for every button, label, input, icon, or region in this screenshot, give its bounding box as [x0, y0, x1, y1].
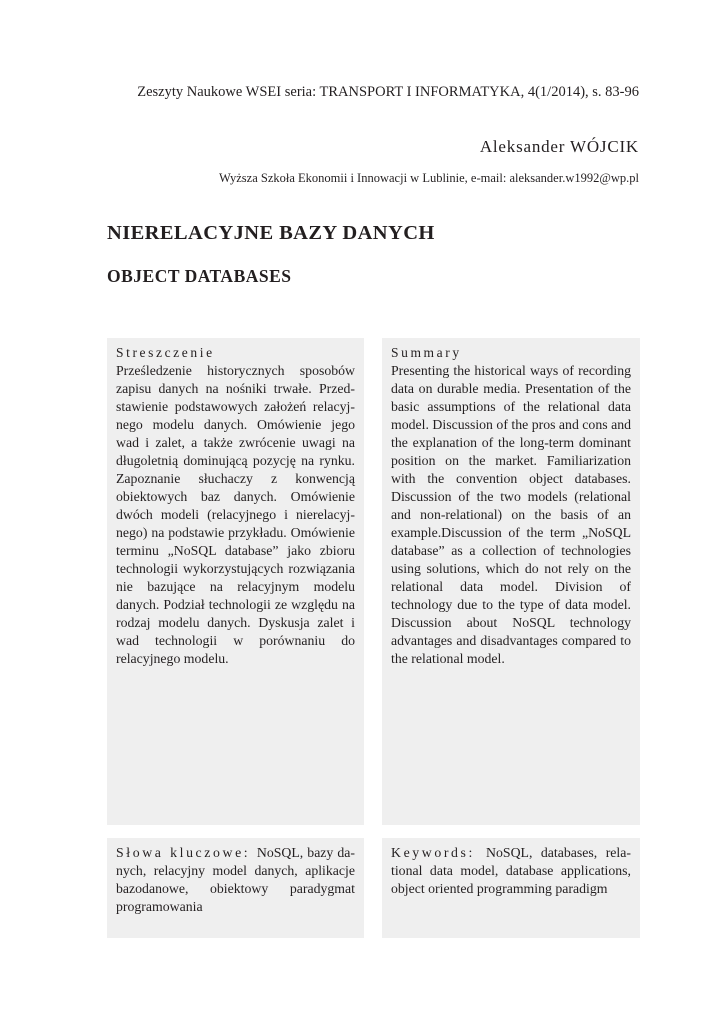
keywords-polish-box [107, 838, 364, 938]
abstract-polish-box [107, 338, 364, 825]
journal-citation: Zeszyty Naukowe WSEI seria: TRANSPORT I INFORMATYKA, 4(1/2014), s. 83-96 [137, 84, 639, 100]
keywords-polish-text: NoSQL, bazy danych, relacyjny model danych, aplikacje bazodanowe, obiektowy paradygmat programowania [116, 845, 356, 914]
keywords-english-text: NoSQL, databases, relational data model, database applications, object oriented programming paradigm [391, 845, 632, 896]
keywords-english-heading: Keywords: [391, 845, 487, 860]
abstract-english-text: Presenting the historical ways of recording data on durable media. Presentation of the basic assumptions of the relational data model. Discussion of the pros and cons and the explanation of the long-term dominant position on the market. Familiarization with the convention object databases. Discussion of the two models (relational and non-relational) on the basis of an example.Discussion of the term „NoSQL database” as a collection of technologies using solutions, which do not rely on the relational data model. Division of technology due to the type of data model. Discussion about NoSQL technology advantages and disadvantages compared to the relational model. [391, 363, 631, 666]
title-polish: NIERELACYJNE BAZY DANYCH [107, 222, 435, 244]
abstract-english-box [382, 338, 640, 825]
author-affiliation: Wyższa Szkoła Ekonomii i Innowacji w Lublinie, e-mail: aleksander.w1992@wp.pl [218, 171, 639, 185]
abstract-polish-heading: Streszczenie [116, 345, 215, 360]
abstract-english-heading: Summary [391, 345, 462, 360]
abstract-polish-text: Prześledzenie historycznych sposobów zapisu danych na nośniki trwałe. Przedstawienie podstawowych założeń relacyjnego modelu danych. Omówienie jego wad i zalet, a także zwrócenie uwagi na długoletnią dominującą pozycję na rynku. Zapoznanie słuchaczy z konwencją obiektowych baz danych. Omówienie dwóch modeli (relacyjnego i nierelacyjnego) na podstawie przykładu. Omówienie terminu „NoSQL database” jako zbioru technologii wykorzystujących rozwiązania nie bazujące na relacyjnym modelu danych. Podział technologii ze względu na rodzaj modelu danych. Dyskusja zalet i wad technologii w porównaniu do relacyjnego modelu. [116, 363, 355, 666]
author-name: Aleksander WÓJCIK [479, 137, 639, 156]
title-english: OBJECT DATABASES [107, 266, 292, 286]
keywords-polish-heading: Słowa kluczowe: [116, 845, 257, 860]
keywords-english-box [382, 838, 640, 938]
